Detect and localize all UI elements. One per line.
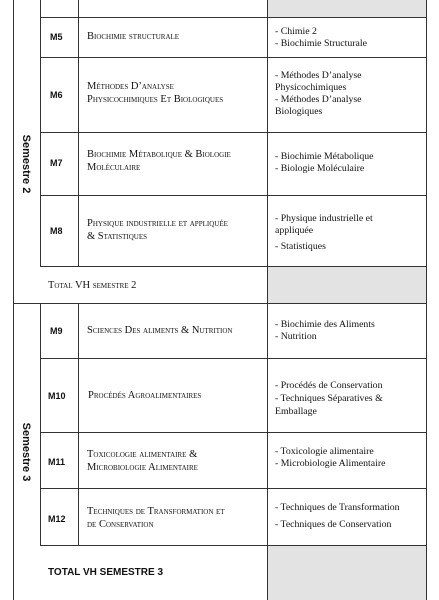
semester-divider [13,303,427,304]
module-code: M8 [50,226,63,236]
module-title: Physique industrielle et appliquée [87,218,228,229]
module-subject: - Biochimie Structurale [275,38,367,49]
module-title: Biochimie Métabolique & Biologie [87,149,231,160]
module-title: Physicochimiques Et Biologiques [87,94,224,105]
module-code: M5 [50,32,63,42]
module-subject: - Chimie 2 [275,26,317,37]
module-title: Toxicologie alimentaire & [87,449,198,460]
module-subject: appliquée [275,225,314,236]
module-code: M10 [48,391,66,401]
module-subject: - Statistiques [275,241,326,252]
col-line-1-s3 [40,303,41,545]
module-code: M11 [48,457,66,467]
row-line [40,17,427,18]
module-code: M7 [50,158,63,168]
module-code: M9 [50,326,63,336]
row-line [40,266,427,267]
top-shaded-cell [267,0,426,17]
module-subject: - Toxicologie alimentaire [275,446,374,457]
module-subject: - Biochimie des Aliments [275,319,375,330]
row-line [40,132,427,133]
module-code: M6 [50,90,63,100]
total-vh-semester-2: Total VH semestre 2 [48,280,137,291]
module-title: de Conservation [87,519,154,530]
row-line [40,358,427,359]
module-title: Procédés Agroalimentaires [88,390,202,401]
row-line [40,195,427,196]
col-line-2-s3 [78,303,79,545]
module-subject: - Nutrition [275,331,317,342]
module-subject: Emballage [275,406,317,417]
row-line [40,57,427,58]
semester-2-label: Semestre 2 [20,134,32,194]
module-subject: - Biochimie Métabolique [275,151,374,162]
module-subject: Physicochimiques [275,82,347,93]
row-line [40,432,427,433]
total-vh-semester-3: TOTAL VH SEMESTRE 3 [48,567,164,578]
module-subject: - Méthodes D’analyse [275,70,362,81]
semester-3-label: Semestre 3 [20,422,32,482]
module-subject: - Techniques Séparatives & [275,393,383,404]
module-title: Sciences Des aliments & Nutrition [87,325,233,336]
module-subject: - Biologie Moléculaire [275,163,365,174]
total-s2-shaded-cell [267,266,426,303]
module-title: Techniques de Transformation et [87,506,225,517]
module-code: M12 [48,514,66,524]
row-line [40,488,427,489]
module-subject: - Techniques de Transformation [275,502,400,513]
table-left-border [13,0,14,600]
col-line-2-s2 [78,0,79,266]
module-subject: - Microbiologie Alimentaire [275,458,386,469]
module-subject: - Procédés de Conservation [275,380,383,391]
col-line-1-s2 [40,0,41,266]
module-subject: - Physique industrielle et [275,213,373,224]
module-title: Méthodes D’analyse [87,81,174,92]
module-title: Microbiologie Alimentaire [87,462,198,473]
module-title: Moléculaire [87,162,141,173]
module-subject: Biologiques [275,106,323,117]
module-subject: - Méthodes D’analyse [275,94,362,105]
col-line-3 [267,0,268,600]
table-right-border [426,0,427,600]
module-title: Biochimie structurale [87,31,180,42]
module-title: & Statistiques [87,231,148,242]
row-line [40,545,427,546]
module-subject: - Techniques de Conservation [275,519,392,530]
total-s3-shaded-cell [267,545,426,600]
